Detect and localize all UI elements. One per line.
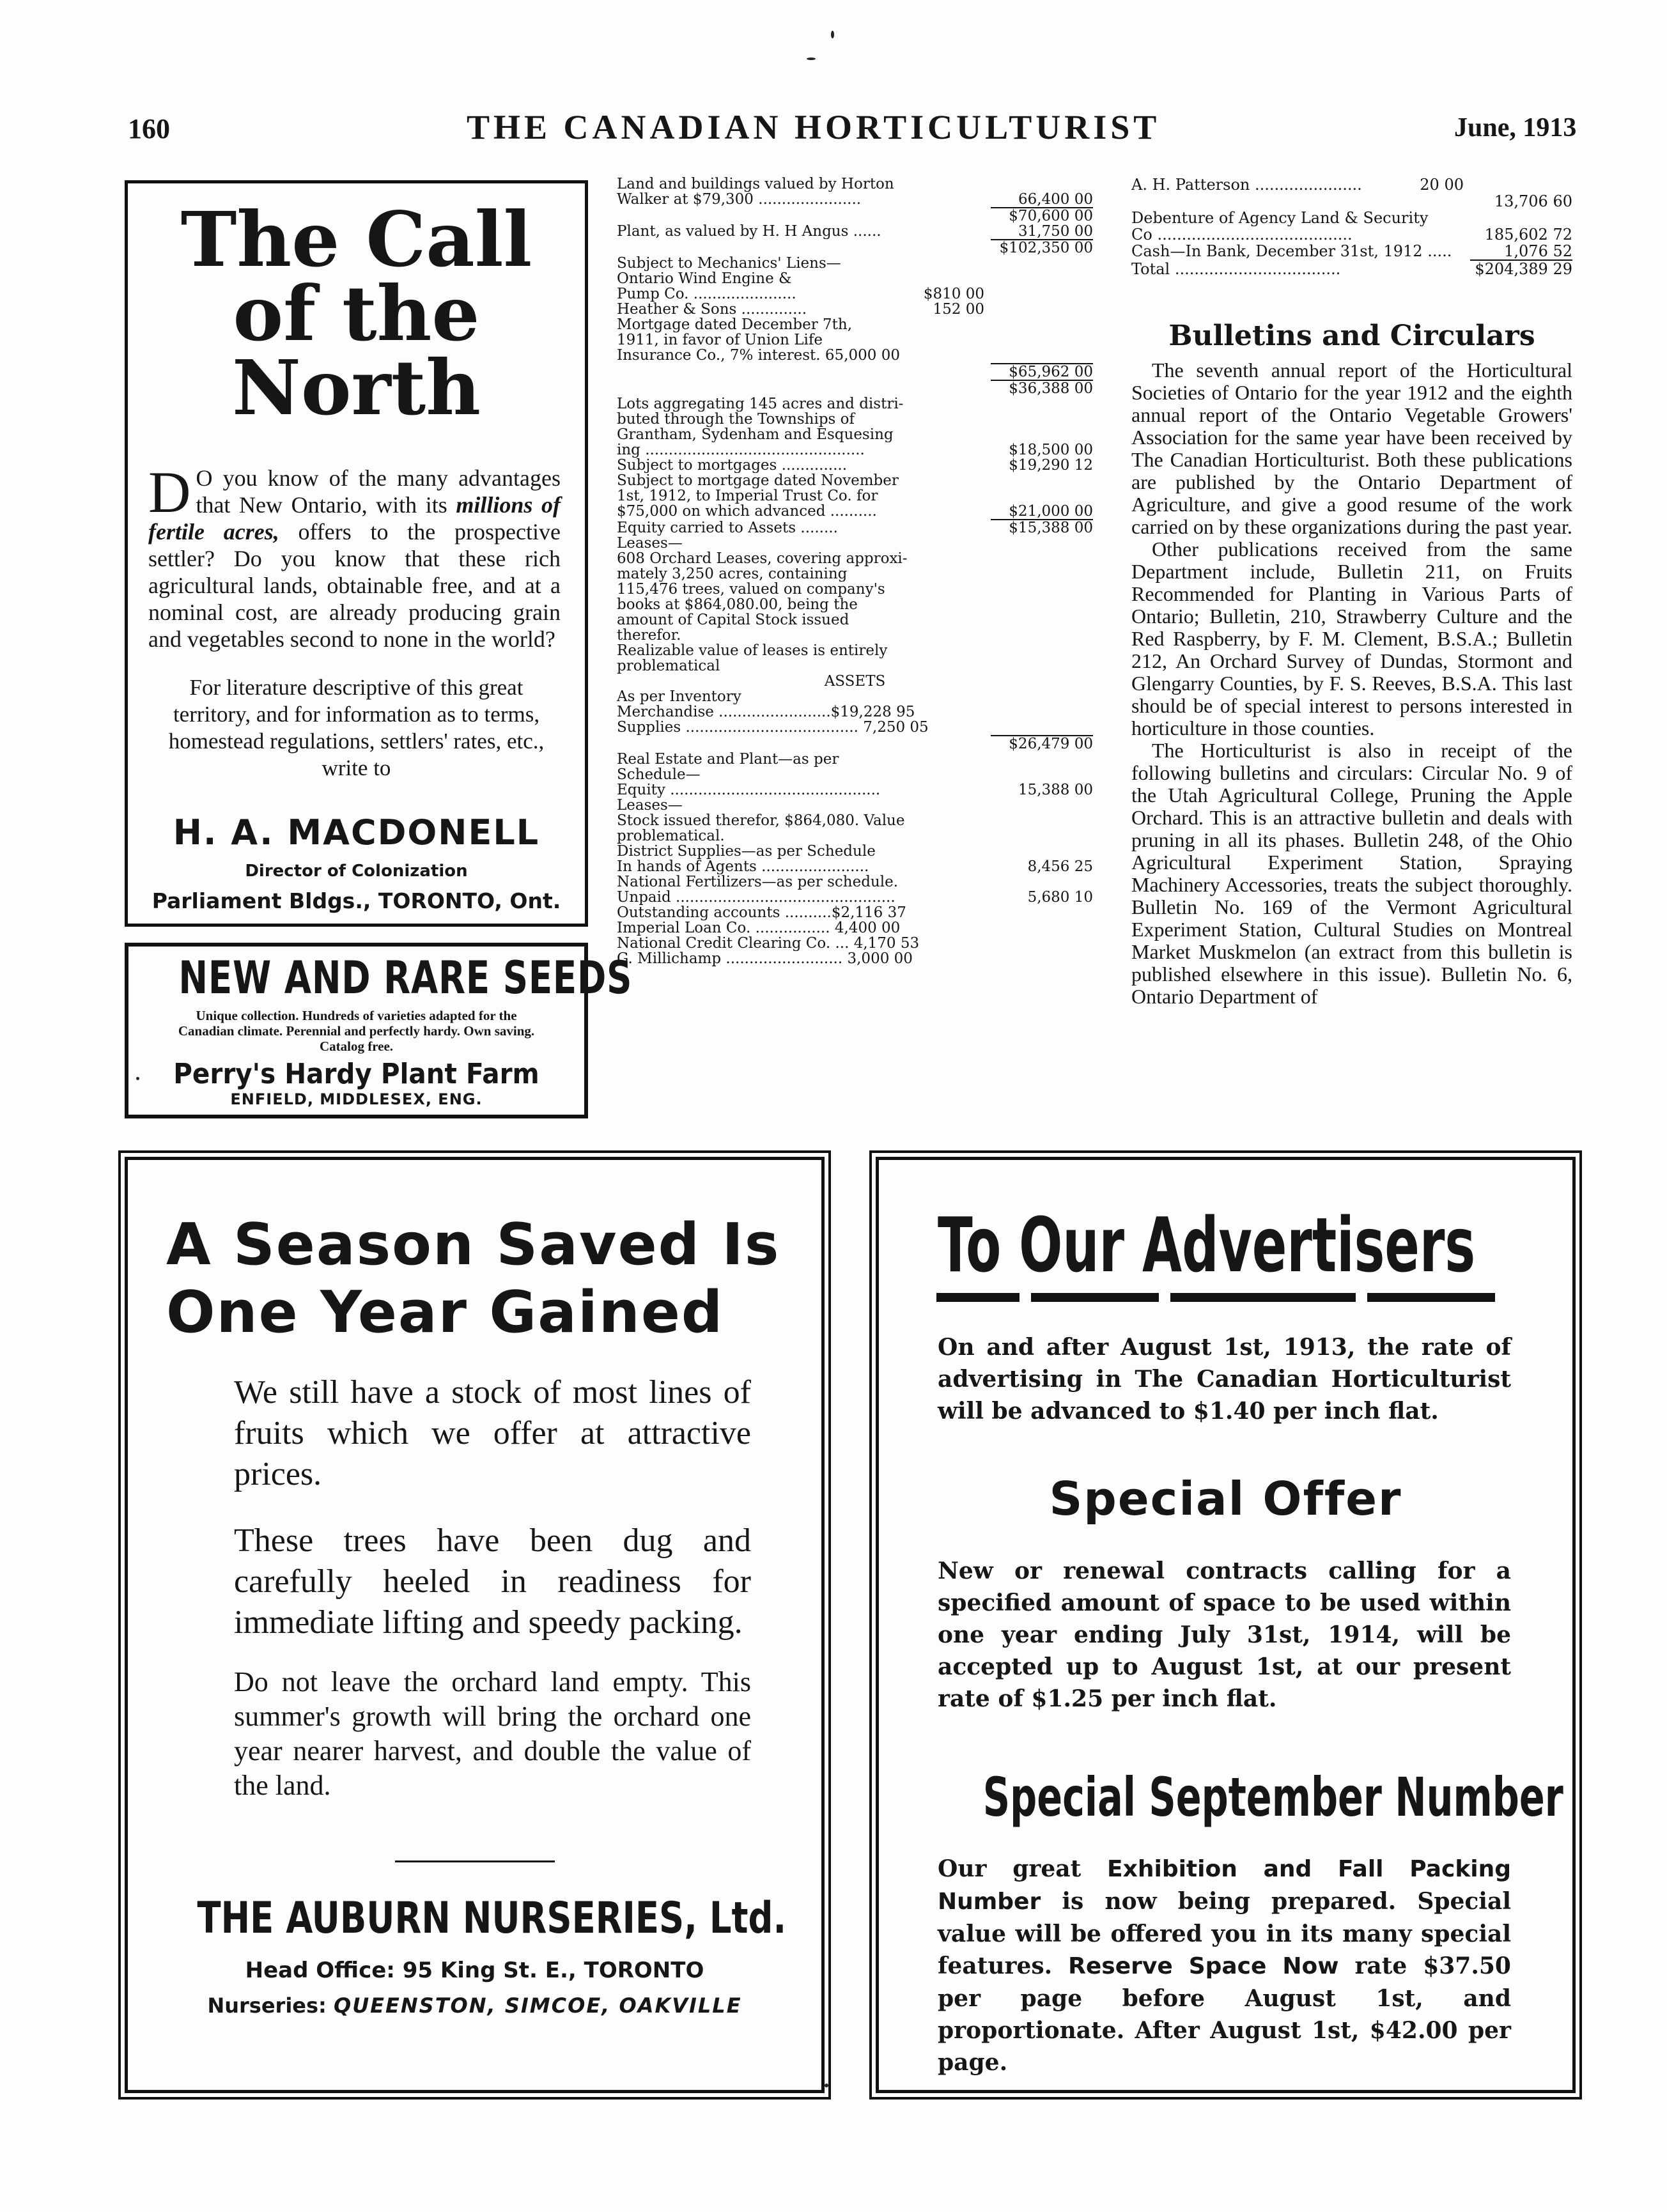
ledger-row [617, 271, 1093, 286]
ledger-row [617, 488, 1093, 504]
ad-auburn-head-office: Head Office: 95 King St. E., TORONTO [245, 1958, 704, 1983]
rate-notice: On and after August 1st, 1913, the rate of advertising in The Canadian Horticulturist will be advanced to $1.40 per inch flat. [938, 1334, 1511, 1425]
ledger-row [617, 674, 1093, 689]
title-line: A Season Saved Is [166, 1211, 780, 1278]
title-line: The Call [180, 195, 532, 284]
ledger-item: Mortgage dated December 7th, [617, 317, 853, 332]
ledger-row [617, 536, 1093, 551]
title-line: of the [233, 269, 480, 358]
decorative-rule [936, 1293, 1572, 1302]
ledger-item: mately 3,250 acres, containing [617, 566, 848, 582]
ledger-item: problematical. [617, 828, 725, 844]
ledger-row [1131, 243, 1572, 259]
ledger-row [617, 658, 1093, 674]
ledger-item: In hands of Agents ....................... [617, 859, 869, 874]
ledger-row [1131, 261, 1572, 277]
ad-auburn-nurseries [125, 1157, 825, 2093]
ledger-item: Grantham, Sydenham and Esquesing [617, 427, 894, 442]
ledger-amount: 15,388 00 [1018, 782, 1093, 798]
ledger-row [617, 736, 1093, 752]
ledger-item: Debenture of Agency Land & Security [1131, 210, 1429, 226]
ledger-row [1131, 226, 1572, 243]
ledger-amount: 1,076 52 [1504, 243, 1572, 259]
title-line: One Year Gained [166, 1279, 724, 1346]
ledger-row [617, 612, 1093, 628]
ledger-item: Realizable value of leases is entirely [617, 643, 888, 658]
highlight-text: Exhibition and Fall Packing Number [938, 1856, 1511, 1915]
article-paragraph: The seventh annual report of the Horticultural Societies of Ontario for the year 1912 and the eighth annual report of the Ontario Vegetable Growers' Association for the same year have been received by The Canadian Horticulturist. Both these publications are published by the Ontario Department of Agriculture, and give a good resume of the work carried on by these organizations during the past year. [1131, 359, 1572, 538]
ledger-item: problematical [617, 658, 720, 674]
ledger-item: Schedule— [617, 767, 701, 782]
ad-advertisers-title: To Our Advertisers [938, 1201, 1476, 1289]
nurseries-label: Nurseries: [207, 1993, 327, 2018]
ledger-amount: 31,750 00 [1018, 224, 1093, 239]
article-paragraph: Other publications received from the same Department include, Bulletin 211, on Fruits Recommended for Planting in Various Parts of Ontario; Bulletin, 210, Strawberry Culture and the Red Raspberry, by F. M. Clement, B.S.A.; Bulletin 212, An Orchard Survey of Dundas, Stormont and Glengarry Counties, by F. S. Reeves, B.S.A. This last should be of special interest to persons interested in horticulture in those counties. [1131, 538, 1572, 739]
ad-seeds-farm: Perry's Hardy Plant Farm [173, 1058, 539, 1090]
ledger-row [617, 427, 1093, 442]
ledger-row [617, 782, 1093, 798]
ledger-item: As per Inventory [617, 689, 741, 704]
ledger-item: 608 Orchard Leases, covering approxi- [617, 551, 908, 566]
ledger-amount: 8,456 25 [1027, 859, 1093, 874]
ledger-row [617, 859, 1093, 874]
ledger-item: Imperial Loan Co. ................ 4,400 00 [617, 920, 901, 936]
ledger-row [617, 348, 1093, 363]
ad-seeds-text: Unique collection. Hundreds of varieties adapted for the Canadian climate. Perennial and perfectly hardy. Own saving. Catalog free. [178, 1008, 535, 1054]
ledger-item: Leases— [617, 798, 683, 813]
ledger-item: Leases— [617, 536, 683, 551]
ad-seeds-title: NEW AND RARE SEEDS [178, 952, 633, 1004]
ledger-row [617, 192, 1093, 207]
ledger-row [617, 504, 1093, 519]
ledger-row [617, 798, 1093, 813]
ledger-item: $75,000 on which advanced .......... [617, 504, 877, 519]
ad-to-our-advertisers [876, 1157, 1576, 2093]
ledger-item: Pump Co. ...................... [617, 286, 796, 302]
ledger-item: amount of Capital Stock issued [617, 612, 849, 628]
ledger-amount: $65,962 00 [1009, 364, 1093, 380]
ad-north-para2: For literature descriptive of this great territory, and for information as to terms, homestead regulations, settlers' rates, etc., write to [168, 675, 545, 780]
ad-auburn-para2: These trees have been dug and carefully heeled in readiness for immediate lifting and speedy packing. [234, 1522, 751, 1641]
ledger-amount: $810 00 [923, 286, 984, 302]
ledger-amount: $36,388 00 [1009, 381, 1093, 396]
ledger-amount: $26,479 00 [1009, 736, 1093, 752]
ad-auburn-para1: We still have a stock of most lines of fruits which we offer at attractive prices. [234, 1374, 751, 1492]
ledger-row [617, 332, 1093, 348]
ad-north-para1 [128, 460, 585, 653]
ledger-item: 1911, in favor of Union Life [617, 332, 823, 348]
ledger-amount: $19,290 12 [1009, 458, 1093, 473]
ledger-row [617, 628, 1093, 643]
bulletins-article [1131, 359, 1572, 1008]
ledger-item: Insurance Co., 7% interest. 65,000 00 [617, 348, 900, 363]
special-offer-heading: Special Offer [1049, 1472, 1402, 1526]
september-text [938, 1853, 1511, 2078]
ledger-row [617, 920, 1093, 936]
ad-auburn-para3: Do not leave the orchard land empty. This summer's growth will bring the orchard one year nearer harvest, and double the value of the land. [234, 1666, 751, 1801]
ledger-row [617, 396, 1093, 412]
ledger-row [617, 704, 1093, 720]
ledger-item: Unpaid ............................................... [617, 890, 896, 905]
ledger-row [617, 256, 1093, 271]
ledger-row [617, 551, 1093, 566]
ledger-row [617, 566, 1093, 582]
ledger-amount: $102,350 00 [999, 240, 1093, 256]
ledger-row [1131, 193, 1572, 210]
ledger-item: G. Millichamp ......................... 3,000 00 [617, 951, 913, 966]
ledger-amount: 185,602 72 [1484, 226, 1572, 243]
ledger-row [617, 286, 1093, 302]
ledger-row [1131, 176, 1572, 193]
ledger-item: books at $864,080.00, being the [617, 597, 858, 612]
text: offers to the prospective settler? Do you know that these rich agricultural lands, obtainable free, and at a nominal cost, are already producing grain and vegetables second to none in the world? [148, 519, 561, 652]
ledger-amount: $204,389 29 [1475, 261, 1572, 277]
ledger-item: Total .................................. [1131, 261, 1341, 277]
ledger-item: Land and buildings valued by Horton [617, 176, 894, 192]
ledger-amount: 152 00 [933, 302, 984, 317]
september-heading: Special September Number [982, 1766, 1563, 1829]
highlight-text: Reserve Space Now [1068, 1953, 1339, 1979]
ledger-item: therefor. [617, 628, 681, 643]
ledger-row [617, 720, 1093, 735]
ledger-row [617, 442, 1093, 458]
ledger-amount: 13,706 60 [1494, 193, 1572, 210]
ad-new-and-rare-seeds [125, 943, 633, 1118]
drop-cap: D [148, 460, 191, 525]
ledger-row [617, 890, 1093, 905]
bulletins-heading: Bulletins and Circulars [1168, 320, 1535, 352]
ledger-item: Ontario Wind Engine & [617, 271, 792, 286]
ledger-item: ing ............................................... [617, 442, 865, 458]
emphasis-text: millions of fertile acres, [148, 492, 561, 545]
ledger-row [617, 412, 1093, 427]
ledger-row [617, 473, 1093, 488]
special-offer-text: New or renewal contracts calling for a specified amount of space to be used within one year ending July 31st, 1914, will be accepted up to August 1st, at our present rate of $1.25 per inch flat. [938, 1558, 1511, 1712]
ledger-item: Subject to mortgage dated November [617, 473, 899, 488]
ledger-row [617, 905, 1093, 920]
ledger-amount: 5,680 10 [1027, 890, 1093, 905]
ledger-amount: $15,388 00 [1009, 520, 1093, 536]
ledger-amount: $70,600 00 [1009, 208, 1093, 224]
ledger-item: National Fertilizers—as per schedule. [617, 874, 899, 890]
ad-auburn-title [166, 1211, 821, 1347]
financial-statement [617, 176, 1093, 966]
ledger-item: National Credit Clearing Co. ... 4,170 53 [617, 936, 920, 951]
ad-auburn-nurseries [128, 1993, 821, 2018]
ledger-row [617, 597, 1093, 612]
ledger-row [617, 936, 1093, 951]
text: rate $37.50 per page before August 1st, and proportionate. After August 1st, $42.00 per page. [938, 1953, 1511, 2076]
ledger-item: 1st, 1912, to Imperial Trust Co. for [617, 488, 878, 504]
page-number: 160 [128, 113, 170, 144]
ledger-item: A. H. Patterson ...................... [1131, 176, 1362, 193]
ledger-row [617, 240, 1093, 256]
article-paragraph: The Horticulturist is also in receipt of the following bulletins and circulars: Circular No. 9 of the Utah Agricultural College, Pruning the Apple Orchard. This is an attractive bulletin and deals with pruning in all its phases. Bulletin 248, of the Ohio Agricultural Experiment Station, Spraying Machinery Accessories, treats the subject thoroughly. Bulletin No. 169 of the Vermont Agricultural Experiment Station, Cultural Studies on Montreal Market Muskmelon (an extract from this bulletin is published elsewhere in this issue). Bulletin No. 6, Ontario Department of [1131, 739, 1572, 1008]
advertiser-role: Director of Colonization [245, 862, 468, 881]
ledger-row [617, 224, 1093, 239]
ledger-item: Merchandise ........................$19,228 95 [617, 704, 915, 720]
ad-seeds-location: ENFIELD, MIDDLESEX, ENG. [230, 1090, 483, 1108]
issue-date: June, 1913 [1454, 113, 1577, 143]
ledger-row [617, 582, 1093, 597]
ledger-item: buted through the Townships of [617, 412, 855, 427]
ledger-item: Equity ............................................. [617, 782, 881, 798]
ledger-item: Real Estate and Plant—as per [617, 752, 839, 767]
ledger-row [617, 951, 1093, 966]
ledger-amount: 66,400 00 [1018, 192, 1093, 207]
ledger-item: Walker at $79,300 ...................... [617, 192, 862, 207]
ledger-row [617, 813, 1093, 828]
ad-call-of-the-north [125, 180, 588, 927]
ledger-item: Co ........................................ [1131, 226, 1353, 243]
ledger-row [617, 317, 1093, 332]
ledger-item: Plant, as valued by H. H Angus ...... [617, 224, 881, 239]
ledger-item: Cash—In Bank, December 31st, 1912 ..... [1131, 243, 1452, 259]
ledger-row [617, 752, 1093, 767]
ledger-item: Outstanding accounts ..........$2,116 37 [617, 905, 906, 920]
text: is now being prepared. Special value will be offered you in its many special features. [938, 1888, 1511, 1979]
financial-statement-continued [1131, 176, 1572, 277]
ledger-row [617, 689, 1093, 704]
ledger-row [617, 874, 1093, 890]
ledger-row [617, 844, 1093, 859]
ledger-row [617, 208, 1093, 224]
ledger-item: Heather & Sons .............. [617, 302, 807, 317]
ledger-item: Subject to mortgages .............. [617, 458, 848, 473]
ledger-row [1131, 210, 1572, 226]
text: O you know of the many advantages that New Ontario, with its [196, 465, 561, 518]
ledger-item: Equity carried to Assets ........ [617, 520, 838, 536]
running-head: THE CANADIAN HORTICULTURIST [467, 108, 1161, 146]
ledger-row [617, 458, 1093, 473]
ledger-amount: 20 00 [1420, 176, 1464, 193]
ledger-row [617, 176, 1093, 192]
ledger-item: 115,476 trees, valued on company's [617, 582, 885, 597]
text: Our great [938, 1855, 1082, 1882]
divider [395, 1860, 555, 1862]
ledger-item: Supplies ..................................... 7,250 05 [617, 720, 929, 735]
ledger-row [617, 302, 1093, 317]
title-line: North [231, 343, 481, 432]
ad-auburn-company: THE AUBURN NURSERIES, Ltd. [197, 1893, 787, 1944]
advertiser-name: H. A. MACDONELL [173, 812, 540, 853]
ledger-row [617, 828, 1093, 844]
ledger-row [617, 364, 1093, 380]
ledger-item: Lots aggregating 145 acres and distri- [617, 396, 904, 412]
ledger-row [617, 643, 1093, 658]
ledger-row [617, 520, 1093, 536]
ledger-item: Stock issued therefor, $864,080. Value [617, 813, 905, 828]
ledger-amount: $18,500 00 [1009, 442, 1093, 458]
ledger-item: District Supplies—as per Schedule [617, 844, 876, 859]
advertiser-address: Parliament Bldgs., TORONTO, Ont. [151, 888, 561, 913]
ledger-row [617, 767, 1093, 782]
ledger-item: Subject to Mechanics' Liens— [617, 256, 841, 271]
ledger-row [617, 381, 1093, 396]
ad-north-title [128, 195, 585, 432]
nurseries-locations: QUEENSTON, SIMCOE, OAKVILLE [333, 1993, 742, 2018]
ledger-amount: $21,000 00 [1009, 504, 1093, 519]
ledger-item: ASSETS [824, 674, 886, 689]
